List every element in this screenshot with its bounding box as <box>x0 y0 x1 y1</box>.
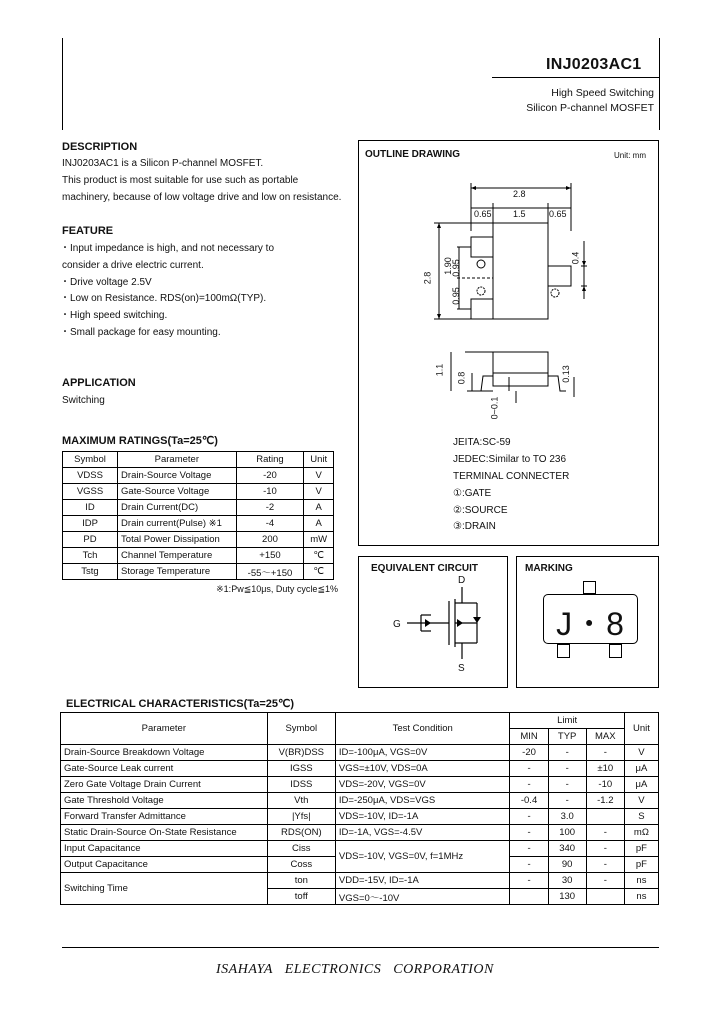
typ-cell: 90 <box>548 857 586 873</box>
gate-label: G <box>393 619 401 630</box>
col-max: MAX <box>586 729 624 745</box>
rating-cell: -10 <box>236 484 304 500</box>
max-cell: -10 <box>586 777 624 793</box>
table-row <box>61 745 659 761</box>
rating-cell: -2 <box>236 500 304 516</box>
symbol-cell: Vth <box>267 793 335 809</box>
max-cell: - <box>586 857 624 873</box>
application-text: Switching <box>62 395 105 406</box>
terminal-gate: ①:GATE <box>453 488 492 499</box>
unit-cell: V <box>304 468 334 484</box>
min-cell: - <box>510 841 548 857</box>
outline-drawing-box <box>358 140 659 546</box>
table-row <box>63 564 334 580</box>
dim-total-width: 2.8 <box>513 189 526 199</box>
feature-line-3: ・Drive voltage 2.5V <box>60 277 152 288</box>
equivalent-circuit-box <box>358 556 508 688</box>
description-line-3: machinery, because of low voltage drive and low on resistance. <box>62 192 342 203</box>
dim-side-lead: 0.13 <box>560 365 571 383</box>
max-cell: - <box>586 825 624 841</box>
subtitle-1: High Speed Switching <box>551 87 654 99</box>
rating-cell: -55～+150 <box>236 564 304 580</box>
dim-left-width: 0.65 <box>474 209 492 219</box>
subtitle-2: Silicon P-channel MOSFET <box>526 102 654 114</box>
min-cell: -20 <box>510 745 548 761</box>
symbol-cell: V(BR)DSS <box>267 745 335 761</box>
table-row <box>61 793 659 809</box>
parameter-cell: Total Power Dissipation <box>118 532 237 548</box>
dim-total-height: 2.8 <box>422 271 433 285</box>
parameter-cell: Output Capacitance <box>61 857 268 873</box>
max-cell: - <box>586 841 624 857</box>
table-row <box>61 761 659 777</box>
condition-cell: VDS=-20V, VGS=0V <box>335 777 510 793</box>
unit-cell: V <box>624 793 658 809</box>
col-typ: TYP <box>548 729 586 745</box>
symbol-cell: Coss <box>267 857 335 873</box>
unit-cell: pF <box>624 841 658 857</box>
max-cell: - <box>586 745 624 761</box>
jedec-text: JEDEC:Similar to TO 236 <box>453 454 567 465</box>
typ-cell: 3.0 <box>548 809 586 825</box>
max-cell: -1.2 <box>586 793 624 809</box>
unit-cell: ns <box>624 873 658 889</box>
max-cell: - <box>586 873 624 889</box>
symbol-cell: toff <box>267 889 335 905</box>
unit-cell: mΩ <box>624 825 658 841</box>
parameter-cell: Gate-Source Leak current <box>61 761 268 777</box>
symbol-cell: RDS(ON) <box>267 825 335 841</box>
parameter-cell: Input Capacitance <box>61 841 268 857</box>
typ-cell: - <box>548 793 586 809</box>
outline-unit: Unit: mm <box>614 151 646 160</box>
unit-cell: A <box>304 516 334 532</box>
dim-middle-width: 1.5 <box>513 209 526 219</box>
min-cell: - <box>510 873 548 889</box>
symbol-cell: PD <box>63 532 118 548</box>
table-row <box>61 873 659 889</box>
min-cell: -0.4 <box>510 793 548 809</box>
table-row <box>63 516 334 532</box>
company-name: ISAHAYA ELECTRONICS CORPORATION <box>216 962 494 977</box>
dim-side-height: 1.1 <box>434 363 445 377</box>
unit-cell: mW <box>304 532 334 548</box>
unit-cell: ℃ <box>304 564 334 580</box>
parameter-cell: Drain Current(DC) <box>118 500 237 516</box>
typ-cell: 30 <box>548 873 586 889</box>
unit-cell: μA <box>624 777 658 793</box>
condition-cell: ID=-1A, VGS=-4.5V <box>335 825 510 841</box>
typ-cell: 100 <box>548 825 586 841</box>
rating-cell: 200 <box>236 532 304 548</box>
parameter-cell: Gate Threshold Voltage <box>61 793 268 809</box>
unit-cell: μA <box>624 761 658 777</box>
terminal-title: TERMINAL CONNECTER <box>453 471 570 482</box>
unit-cell: V <box>624 745 658 761</box>
condition-cell: VDS=-10V, VGS=0V, f=1MHz <box>335 841 510 873</box>
condition-cell: VGS=±10V, VDS=0A <box>335 761 510 777</box>
dim-lead-width: 0.4 <box>570 251 581 265</box>
typ-cell: 130 <box>548 889 586 905</box>
description-line-2: This product is most suitable for use such as portable <box>62 175 299 186</box>
mosfet-symbol <box>359 557 509 687</box>
col-unit: Unit <box>624 713 658 745</box>
dim-right-width: 0.65 <box>549 209 567 219</box>
min-cell: - <box>510 809 548 825</box>
unit-cell: S <box>624 809 658 825</box>
table-row <box>61 841 659 857</box>
parameter-cell: Drain current(Pulse) ※1 <box>118 516 237 532</box>
parameter-cell: Static Drain-Source On-State Resistance <box>61 825 268 841</box>
col-parameter: Parameter <box>61 713 268 745</box>
symbol-cell: ID <box>63 500 118 516</box>
col-limit: Limit <box>510 713 624 729</box>
description-line-1: INJ0203AC1 is a Silicon P-channel MOSFET. <box>62 158 264 169</box>
marking-bottom-right-lead <box>609 644 622 658</box>
parameter-cell: Switching Time <box>61 873 268 905</box>
dim-side-standoff: 0~0.1 <box>489 396 500 420</box>
typ-cell: 340 <box>548 841 586 857</box>
max-cell <box>586 809 624 825</box>
dim-upper-095: 0.95 <box>450 259 461 277</box>
feature-line-2: consider a drive electric current. <box>62 260 204 271</box>
unit-cell: pF <box>624 857 658 873</box>
col-symbol: Symbol <box>267 713 335 745</box>
equivalent-circuit-title: EQUIVALENT CIRCUIT <box>371 563 479 574</box>
marking-box <box>516 556 659 688</box>
source-label: S <box>458 663 465 674</box>
min-cell: - <box>510 777 548 793</box>
condition-cell: ID=-100μA, VGS=0V <box>335 745 510 761</box>
marking-code: J・8 <box>556 606 625 642</box>
electrical-table <box>60 712 659 905</box>
header-underline <box>492 77 659 78</box>
symbol-cell: IGSS <box>267 761 335 777</box>
condition-cell: ID=-250μA, VDS=VGS <box>335 793 510 809</box>
typ-cell: - <box>548 777 586 793</box>
symbol-cell: |Yfs| <box>267 809 335 825</box>
symbol-cell: IDSS <box>267 777 335 793</box>
symbol-cell: VGSS <box>63 484 118 500</box>
parameter-cell: Storage Temperature <box>118 564 237 580</box>
unit-cell: ℃ <box>304 548 334 564</box>
max-ratings-col-parameter: Parameter <box>118 452 237 468</box>
symbol-cell: Ciss <box>267 841 335 857</box>
max-cell: ±10 <box>586 761 624 777</box>
feature-line-4: ・Low on Resistance. RDS(on)=100mΩ(TYP). <box>60 293 267 304</box>
symbol-cell: ton <box>267 873 335 889</box>
unit-cell: ns <box>624 889 658 905</box>
marking-bottom-left-lead <box>557 644 570 658</box>
condition-cell: VDS=-10V, ID=-1A <box>335 809 510 825</box>
max-ratings-col-rating: Rating <box>236 452 304 468</box>
max-ratings-table <box>62 451 334 580</box>
min-cell: - <box>510 761 548 777</box>
jeita-text: JEITA:SC-59 <box>453 437 511 448</box>
unit-cell: V <box>304 484 334 500</box>
parameter-cell: Forward Transfer Admittance <box>61 809 268 825</box>
symbol-cell: Tch <box>63 548 118 564</box>
terminal-drain: ③:DRAIN <box>453 521 496 532</box>
footer-rule <box>62 947 659 948</box>
symbol-cell: IDP <box>63 516 118 532</box>
parameter-cell: Drain-Source Voltage <box>118 468 237 484</box>
col-min: MIN <box>510 729 548 745</box>
terminal-source: ②:SOURCE <box>453 505 508 516</box>
symbol-cell: Tstg <box>63 564 118 580</box>
electrical-header-row <box>61 713 659 729</box>
table-row <box>63 532 334 548</box>
max-ratings-col-symbol: Symbol <box>63 452 118 468</box>
marking-top-lead <box>583 581 596 594</box>
header-left-rule <box>62 38 63 130</box>
rating-cell: -4 <box>236 516 304 532</box>
table-row <box>63 484 334 500</box>
table-row <box>63 500 334 516</box>
rating-cell: +150 <box>236 548 304 564</box>
dim-lead-pitch: 1.90 <box>442 257 453 275</box>
table-row <box>61 825 659 841</box>
parameter-cell: Zero Gate Voltage Drain Current <box>61 777 268 793</box>
header-right-rule <box>659 38 660 130</box>
condition-cell: VDD=-15V, ID=-1A <box>335 873 510 889</box>
feature-line-5: ・High speed switching. <box>60 310 168 321</box>
condition-cell: VGS=0～-10V <box>335 889 510 905</box>
max-ratings-title: MAXIMUM RATINGS(Ta=25℃) <box>62 435 218 447</box>
min-cell: - <box>510 857 548 873</box>
table-row <box>63 548 334 564</box>
feature-title: FEATURE <box>62 225 114 237</box>
dim-side-body: 0.8 <box>456 371 467 385</box>
min-cell: - <box>510 825 548 841</box>
col-condition: Test Condition <box>335 713 510 745</box>
application-title: APPLICATION <box>62 377 136 389</box>
outline-drawing-svg <box>359 141 659 431</box>
drain-label: D <box>458 575 466 586</box>
marking-title: MARKING <box>525 563 573 574</box>
max-ratings-header-row <box>63 452 334 468</box>
max-ratings-col-unit: Unit <box>304 452 334 468</box>
table-row <box>61 777 659 793</box>
feature-line-6: ・Small package for easy mounting. <box>60 327 221 338</box>
max-cell <box>586 889 624 905</box>
dim-lower-095: 0.95 <box>450 287 461 305</box>
parameter-cell: Drain-Source Breakdown Voltage <box>61 745 268 761</box>
unit-cell: A <box>304 500 334 516</box>
electrical-title: ELECTRICAL CHARACTERISTICS(Ta=25℃) <box>66 698 294 710</box>
typ-cell: - <box>548 745 586 761</box>
table-row <box>63 468 334 484</box>
description-title: DESCRIPTION <box>62 141 138 153</box>
rating-cell: -20 <box>236 468 304 484</box>
part-number: INJ0203AC1 <box>546 56 642 73</box>
feature-line-1: ・Input impedance is high, and not necessary to <box>60 243 275 254</box>
typ-cell: - <box>548 761 586 777</box>
min-cell <box>510 889 548 905</box>
table-row <box>61 809 659 825</box>
max-ratings-note: ※1:Pw≦10μs, Duty cycle≦1% <box>216 584 338 594</box>
symbol-cell: VDSS <box>63 468 118 484</box>
parameter-cell: Channel Temperature <box>118 548 237 564</box>
parameter-cell: Gate-Source Voltage <box>118 484 237 500</box>
outline-drawing-title: OUTLINE DRAWING <box>365 149 460 160</box>
